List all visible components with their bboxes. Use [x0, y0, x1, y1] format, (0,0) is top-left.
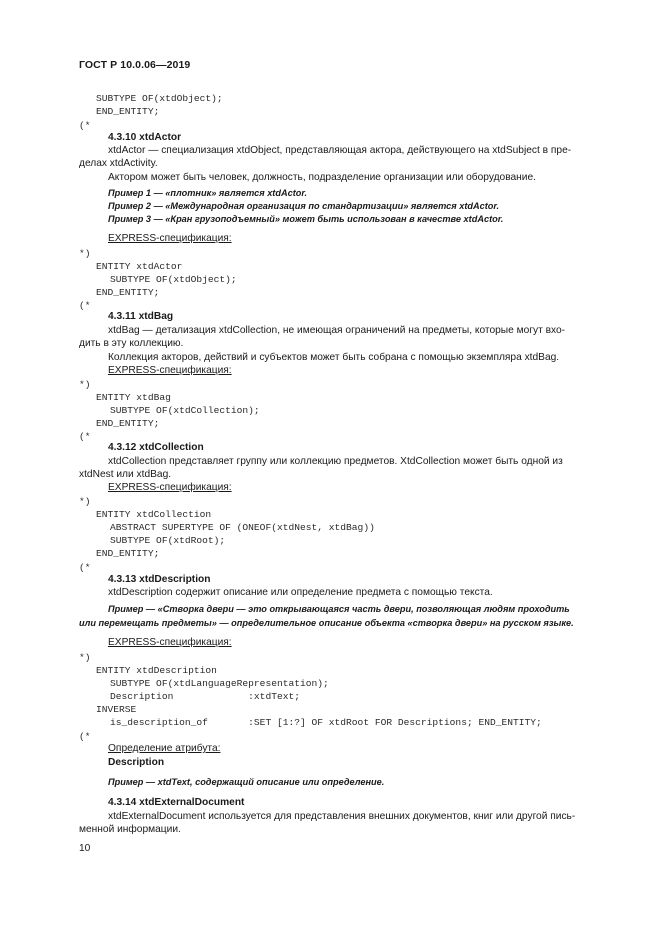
code-line: is_description_of :SET [1:?] OF xtdRoot FOR Descriptions; END_ENTITY; [110, 717, 542, 728]
comment-close: *) [79, 496, 91, 507]
code-line: END_ENTITY; [96, 106, 160, 117]
section-heading: 4.3.10 xtdActor [108, 132, 182, 143]
example-line: Пример 3 — «Кран грузоподъемный» может быть использован в качестве xtdActor. [108, 214, 504, 224]
paragraph-line: xtdActor — специализация xtdObject, представляющая актора, действующего на xtdSubject в пре- [108, 145, 572, 156]
code-line: SUBTYPE OF(xtdCollection); [110, 405, 260, 416]
comment-open: (* [79, 431, 91, 442]
code-line: SUBTYPE OF(xtdObject); [96, 93, 223, 104]
document-header: ГОСТ Р 10.0.06—2019 [79, 59, 191, 71]
comment-open: (* [79, 562, 91, 573]
code-line: SUBTYPE OF(xtdRoot); [110, 535, 226, 546]
example-line: Пример — xtdText, содержащий описание или определение. [108, 777, 385, 787]
paragraph-line: менной информации. [79, 824, 181, 835]
comment-close: *) [79, 248, 91, 259]
paragraph-line: Коллекция акторов, действий и субъектов может быть собрана с помощью экземпляра xtdBag. [108, 352, 560, 363]
paragraph-line: дить в эту коллекцию. [79, 338, 184, 349]
express-spec-label: EXPRESS-спецификация: [108, 365, 232, 376]
code-line: END_ENTITY; [96, 418, 160, 429]
code-line: ENTITY xtdDescription [96, 665, 217, 676]
express-spec-label: EXPRESS-спецификация: [108, 637, 232, 648]
express-spec-label: EXPRESS-спецификация: [108, 233, 232, 244]
paragraph-line: делах xtdActivity. [79, 158, 158, 169]
code-line: ENTITY xtdBag [96, 392, 171, 403]
example-line: Пример 1 — «плотник» является xtdActor. [108, 188, 308, 198]
code-line: INVERSE [96, 704, 137, 715]
paragraph-line: xtdCollection представляет группу или коллекцию предметов. XtdCollection может быть одной из [108, 456, 563, 467]
example-line: или перемещать предметы» — определительное описание объекта «створка двери» на русском языке. [79, 618, 574, 628]
paragraph-line: xtdNest или xtdBag. [79, 469, 172, 480]
comment-close: *) [79, 652, 91, 663]
section-heading: 4.3.11 xtdBag [108, 311, 174, 322]
code-line: SUBTYPE OF(xtdObject); [110, 274, 237, 285]
paragraph-line: xtdBag — детализация xtdCollection, не имеющая ограничений на предметы, которые могут вхо- [108, 325, 566, 336]
code-line: Description :xtdText; [110, 691, 300, 702]
attribute-name: Description [108, 757, 165, 768]
code-line: SUBTYPE OF(xtdLanguageRepresentation); [110, 678, 329, 689]
section-heading: 4.3.12 xtdCollection [108, 442, 204, 453]
code-line: ENTITY xtdActor [96, 261, 183, 272]
express-spec-label: EXPRESS-спецификация: [108, 482, 232, 493]
comment-close: *) [79, 379, 91, 390]
page-number: 10 [79, 843, 91, 854]
paragraph-line: xtdDescription содержит описание или определение предмета с помощью текста. [108, 587, 493, 598]
attribute-definition-label: Определение атрибута: [108, 743, 221, 754]
paragraph-line: Актором может быть человек, должность, подразделение организации или оборудование. [108, 172, 536, 183]
example-line: Пример 2 — «Международная организация по стандартизации» является xtdActor. [108, 201, 500, 211]
paragraph-line: xtdExternalDocument используется для представления внешних документов, книг или другой пись- [108, 811, 576, 822]
comment-open: (* [79, 731, 91, 742]
comment-open: (* [79, 120, 91, 131]
code-line: END_ENTITY; [96, 548, 160, 559]
code-line: ABSTRACT SUPERTYPE OF (ONEOF(xtdNest, xtdBag)) [110, 522, 375, 533]
code-line: ENTITY xtdCollection [96, 509, 212, 520]
comment-open: (* [79, 300, 91, 311]
section-heading: 4.3.13 xtdDescription [108, 574, 211, 585]
code-line: END_ENTITY; [96, 287, 160, 298]
section-heading: 4.3.14 xtdExternalDocument [108, 797, 245, 808]
example-line: Пример — «Створка двери — это открывающаяся часть двери, позволяющая людям проходить [108, 604, 570, 614]
